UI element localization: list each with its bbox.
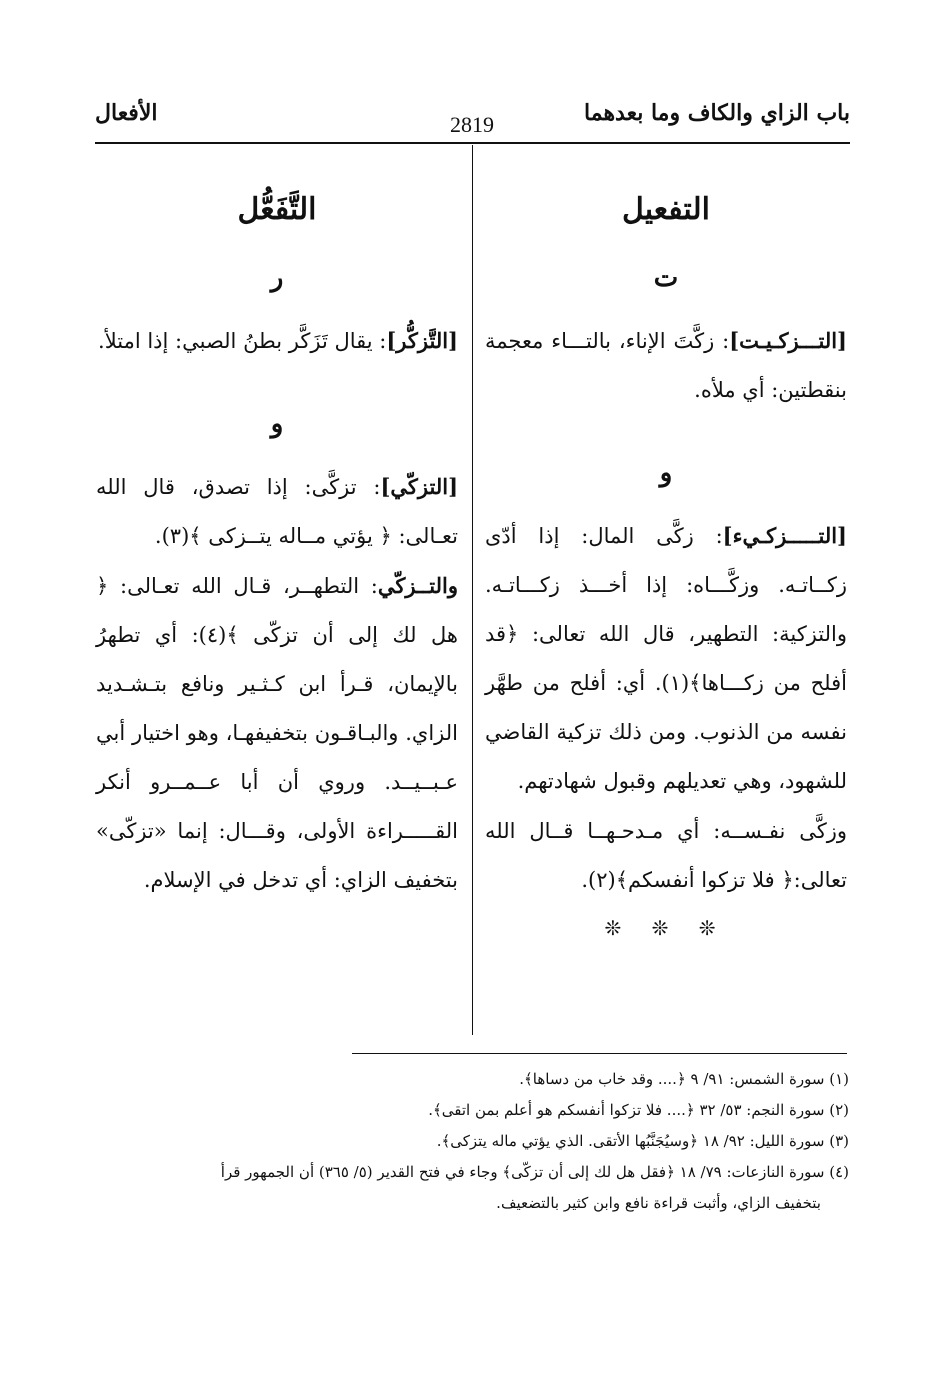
entry-text: : زكَّى المال: إذا أدّى زكــاتـه. وزكَّـــاه: إذا أخـــذ زكـــاتـه. والتزكية: التطهير، قال الله تعالى: ﴿قد أفلح من زكـــاها﴾(١). أي: أفلح من طهَّر نفسه من الذنوب. ومن ذلك تزكية القاضي للشهود، وهي تعديلهم وقبول شهادتهم. <box>485 524 848 793</box>
letter-heading: ت <box>653 263 679 293</box>
entry-text: : تزكَّى: إذا تصدق، قال الله تعـالى: ﴿ يؤتي مــاله يتــزكى ﴾(٣). <box>96 475 458 548</box>
entry-term: [التـــزكـيـت] <box>729 328 847 353</box>
letter-heading: و <box>270 409 284 439</box>
left-column <box>96 180 458 905</box>
footnote: (١) سورة الشمس: ٩١/ ٩ ﴿.... وقد خاب من دساها﴾. <box>519 1070 849 1088</box>
entry-paragraph <box>96 561 458 905</box>
entry-text: : يقال تَزَكَّر بطنُ الصبي: إذا امتلأ. <box>98 329 387 353</box>
column-title: التفعيل <box>622 192 710 227</box>
letter-heading: ر <box>270 263 284 293</box>
entry-term: [التَّزكُّر] <box>386 328 458 353</box>
footnote-rule <box>352 1053 847 1054</box>
entry-paragraph <box>485 806 847 905</box>
footnotes <box>92 1064 849 1219</box>
page-header <box>95 100 850 140</box>
entry-paragraph <box>485 316 847 415</box>
entry-paragraph <box>96 316 458 366</box>
section-separator: ❊ ❊ ❊ <box>604 916 728 940</box>
chapter-title: باب الزاي والكاف وما بعدهما <box>584 100 850 126</box>
header-rule <box>95 142 850 144</box>
entry-term: [التزكّي] <box>380 474 458 499</box>
footnote-continuation: بتخفيف الزاي، وأثبت قراءة نافع وابن كثير بالتضعيف. <box>496 1194 821 1212</box>
section-running-title: الأفعال <box>95 100 158 126</box>
letter-heading: و <box>659 458 673 488</box>
footnote: (٢) سورة النجم: ٥٣/ ٣٢ ﴿.... فلا تزكوا أنفسكم هو أعلم بمن اتقى﴾. <box>428 1101 849 1119</box>
page-number: 2819 <box>450 112 494 137</box>
column-title: التَّفَعُّل <box>237 192 317 227</box>
entry-text: وزكَّى نفـســه: أي مـدحـهــا قــال الله تعالى:﴿ فلا تزكوا أنفسكم﴾(٢). <box>485 819 847 892</box>
footnote: (٣) سورة الليل: ٩٢/ ١٨ ﴿وسيُجَنَّبُها الأتقى. الذي يؤتي ماله يتزكى﴾. <box>436 1132 849 1150</box>
footnote: (٤) سورة النازعات: ٧٩/ ١٨ ﴿فقل هل لك إلى أن تزكّى﴾ وجاء في فتح القدير (٥/ ٣٦٥) أن الجمهور قرأ <box>220 1163 849 1181</box>
right-column <box>485 180 847 951</box>
entry-text: : التطهــر، قـال الله تعـالى: ﴿ هل لك إلى أن تزكّى ﴾(٤): أي تطهرُ بالإيمان، قـرأ ابن كـثـير ونافع بتـشـديد الزاي. والبـاقـون بتخفيفهـا، وهو اختيار أبي عـبــيــد. وروي أن أبا عــمــرو أنكر القـــــراءة الأولى، وقـــال: إنما «تزكّى» بتخفيف الزاي: أي تدخل في الإسلام. <box>96 574 459 892</box>
entry-paragraph <box>96 462 458 561</box>
column-divider <box>472 145 473 1035</box>
entry-term: [التـــــزكـيء] <box>722 523 847 548</box>
entry-text: : زكَّتَ الإناء، بالتـــاء معجمة بنقطتين: أي ملأه. <box>485 329 847 402</box>
entry-term: والتــزكّي <box>377 573 458 598</box>
entry-paragraph <box>485 511 847 806</box>
